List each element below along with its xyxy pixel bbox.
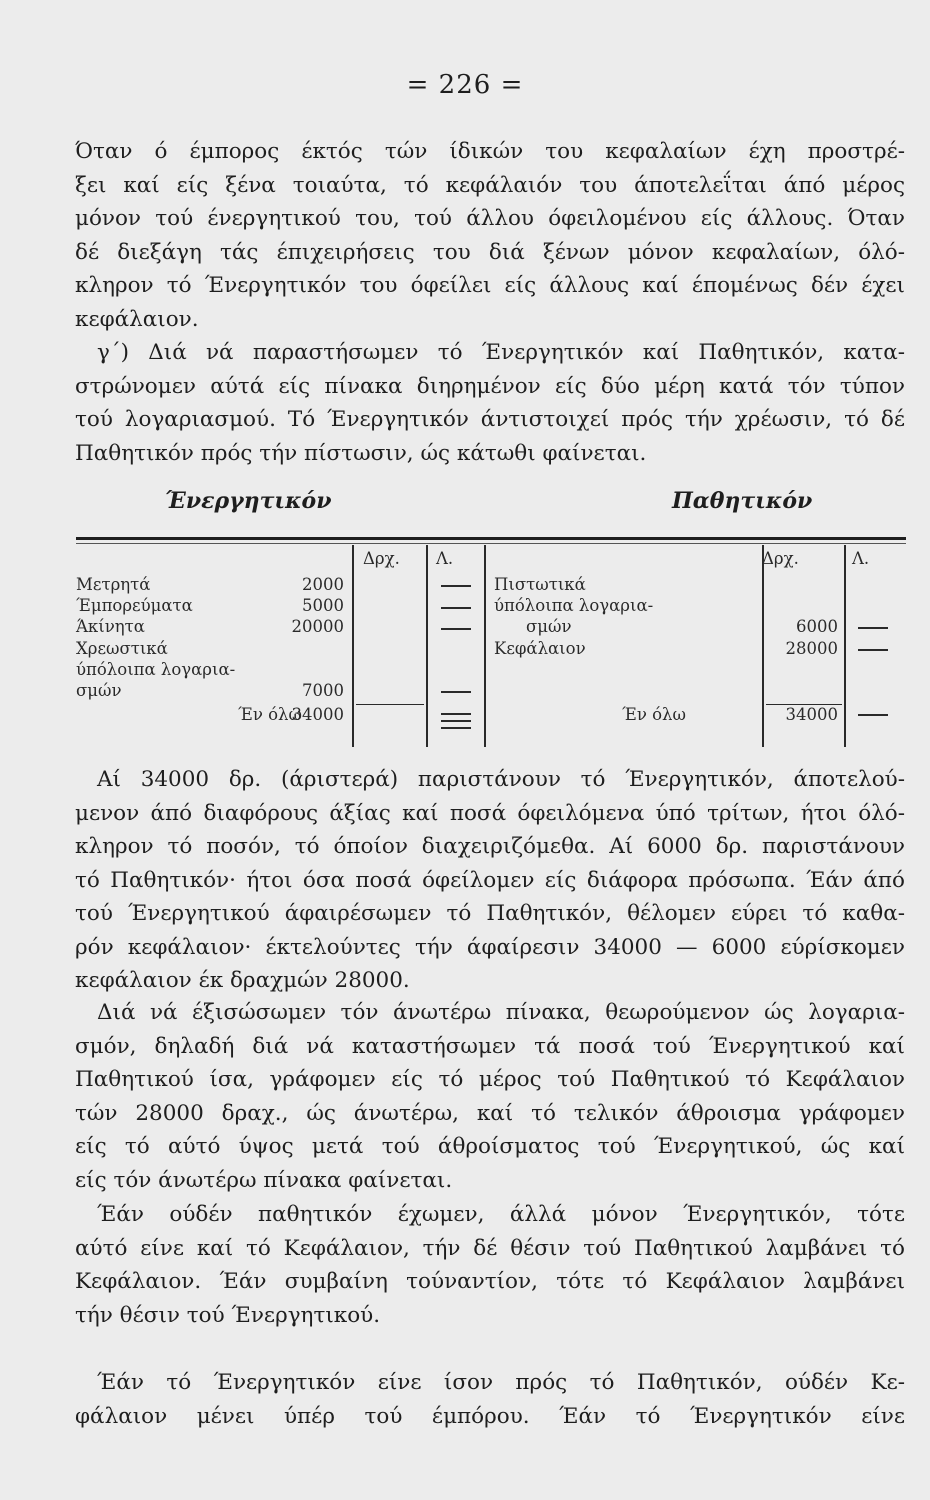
left-total: 34000 <box>291 705 344 724</box>
text-line: είς τό αύτό ύψος μετά τού άθροίσματος τού Ένεργητικού, ώς καί <box>75 1134 905 1159</box>
text-line: Αί 34000 δρ. (άριστερά) παριστάνουν τό Ένεργητικόν, άποτελού- <box>97 767 905 792</box>
text-line: στρώνομεν αύτά είς πίνακα διηρημένον είς δύο μέρη κατά τόν τύπον <box>75 373 905 399</box>
page-number: = 226 = <box>406 70 524 100</box>
right-row-accounts: σμών <box>526 617 572 636</box>
text-line: είς τόν άνωτέρω πίνακα φαίνεται. <box>75 1167 453 1193</box>
paragraph-2 <box>75 336 905 470</box>
text-line: Παθητικόν πρός τήν πίστωσιν, ώς κάτωθι φαίνεται. <box>75 440 647 466</box>
text-line: Κεφάλαιον. Έάν συμβαίνη τούναντίον, τότε τό Κεφάλαιον λαμβάνει <box>75 1269 905 1294</box>
lepta-dash <box>441 628 471 630</box>
left-col-lepta: Λ. <box>436 549 454 568</box>
left-row-accounts: σμών <box>76 681 122 700</box>
text-line: τού λογαριασμού. Τό Ένεργητικόν άντιστοιχεί πρός τήν χρέωσιν, τό δέ <box>75 407 905 432</box>
text-line: τήν θέσιν τού Ένεργητικού. <box>75 1302 381 1328</box>
vline-right-lepta <box>844 545 846 747</box>
left-value-merchandise: 5000 <box>302 596 344 615</box>
paragraph-5 <box>75 1198 905 1332</box>
lepta-dash <box>441 691 471 693</box>
lepta-dash <box>441 585 471 587</box>
left-row-merchandise: Έμπορεύματα <box>76 596 193 615</box>
left-row-cash: Μετρητά <box>76 575 151 594</box>
text-line: τών 28000 δραχ., ώς άνωτέρω, καί τό τελικόν άθροισμα γράφομεν <box>75 1100 905 1126</box>
lepta-dash <box>858 714 888 716</box>
right-value-capital: 28000 <box>785 639 838 658</box>
lepta-dash <box>441 607 471 609</box>
left-value-real-estate: 20000 <box>291 617 344 636</box>
table-top-rule <box>76 537 906 540</box>
lepta-dash <box>858 627 888 629</box>
vline-left-lepta <box>426 545 428 747</box>
left-row-real-estate: Άκίνητα <box>76 617 145 636</box>
lepta-dash <box>441 727 471 729</box>
text-line: φάλαιον μένει ύπέρ τού έμπόρου. Έάν τό Ένεργητικόν είνε <box>75 1403 905 1429</box>
lepta-dash <box>441 720 471 722</box>
ledger-table <box>76 537 906 747</box>
left-sum-rule <box>356 704 424 705</box>
paragraph-6 <box>75 1366 905 1433</box>
text-line: κεφάλαιον έκ δραχμών 28000. <box>75 968 410 993</box>
text-line: κεφάλαιον. <box>75 306 199 332</box>
table-top-rule-thin <box>76 543 906 544</box>
text-line: δέ διεξάγη τάς έπιχειρήσεις του διά ξένων μόνον κεφαλαίων, όλό- <box>75 239 905 265</box>
lepta-dash <box>858 649 888 651</box>
lepta-dash <box>441 713 471 715</box>
assets-heading: Ένεργητικόν <box>165 488 332 514</box>
text-line: Όταν ό έμπορος έκτός τών ίδικών του κεφαλαίων έχη προστρέ- <box>75 139 905 164</box>
right-row-balances: ύπόλοιπα λογαρια- <box>494 596 654 615</box>
right-col-lepta: Λ. <box>852 549 870 568</box>
right-row-credit: Πιστωτικά <box>494 575 586 594</box>
left-value-cash: 2000 <box>302 575 344 594</box>
left-value-balances: 7000 <box>302 681 344 700</box>
right-row-capital: Κεφάλαιον <box>494 639 586 658</box>
text-line: Διά νά έξισώσωμεν τόν άνωτέρω πίνακα, θεωρούμενον ώς λογαρια- <box>97 1000 905 1025</box>
paragraph-1 <box>75 135 905 336</box>
text-line: γ΄) Διά νά παραστήσωμεν τό Ένεργητικόν καί Παθητικόν, κατα- <box>97 340 905 365</box>
text-line: μενον άπό διαφόρους άξίας καί ποσά όφειλόμενα ύπό τρίτων, ήτοι όλό- <box>75 800 905 826</box>
left-total-label: Έν όλω <box>238 705 302 724</box>
right-value-accounts: 6000 <box>796 617 838 636</box>
text-line: τό Παθητικόν· ήτοι όσα ποσά όφείλομεν είς διάφορα πρόσωπα. Έάν άπό <box>75 867 905 893</box>
text-line: κληρον τό Ένεργητικόν του όφείλει είς άλλους καί έπομένως δέν έχει <box>75 273 905 298</box>
paragraph-3 <box>75 763 905 998</box>
text-line: ρόν κεφάλαιον· έκτελούντες τήν άφαίρεσιν 34000 — 6000 εύρίσκομεν <box>75 934 905 960</box>
text-line: τού Ένεργητικού άφαιρέσωμεν τό Παθητικόν, θέλομεν εύρει τό καθα- <box>75 901 905 926</box>
vline-left-amount <box>352 545 354 747</box>
text-line: Έάν τό Ένεργητικόν είνε ίσον πρός τό Παθητικόν, ούδέν Κε- <box>97 1370 905 1395</box>
liabilities-heading: Παθητικόν <box>672 488 813 514</box>
right-total-label: Έν όλω <box>622 705 686 724</box>
text-line: Έάν ούδέν παθητικόν έχωμεν, άλλά μόνον Ένεργητικόν, τότε <box>97 1202 905 1227</box>
right-col-drachmas: Δρχ. <box>762 549 799 568</box>
text-line: κληρον τό ποσόν, τό όποίον διαχειριζόμεθα. Αί 6000 δρ. παριστάνουν <box>75 834 905 859</box>
left-row-debit: Χρεωστικά <box>76 639 168 658</box>
text-line: αύτό είνε καί τό Κεφάλαιον, τήν δέ θέσιν τού Παθητικού λαμβάνει τό <box>75 1235 905 1261</box>
text-line: μόνον τού ένεργητικού του, τού άλλου όφειλομένου είς άλλους. Όταν <box>75 206 905 231</box>
text-line: σμόν, δηλαδή διά νά καταστήσωμεν τά ποσά τού Ένεργητικού καί <box>75 1033 905 1059</box>
left-row-balances: ύπόλοιπα λογαρια- <box>76 660 236 679</box>
text-line: ξει καί είς ξένα τοιαύτα, τό κεφάλαιόν του άποτελεΐται άπό μέρος <box>75 172 905 198</box>
paragraph-4 <box>75 996 905 1197</box>
right-total: 34000 <box>785 705 838 724</box>
left-col-drachmas: Δρχ. <box>363 549 400 568</box>
text-line: Παθητικού ίσα, γράφομεν είς τό μέρος τού Παθητικού τό Κεφάλαιον <box>75 1067 905 1092</box>
vline-center <box>484 545 486 747</box>
